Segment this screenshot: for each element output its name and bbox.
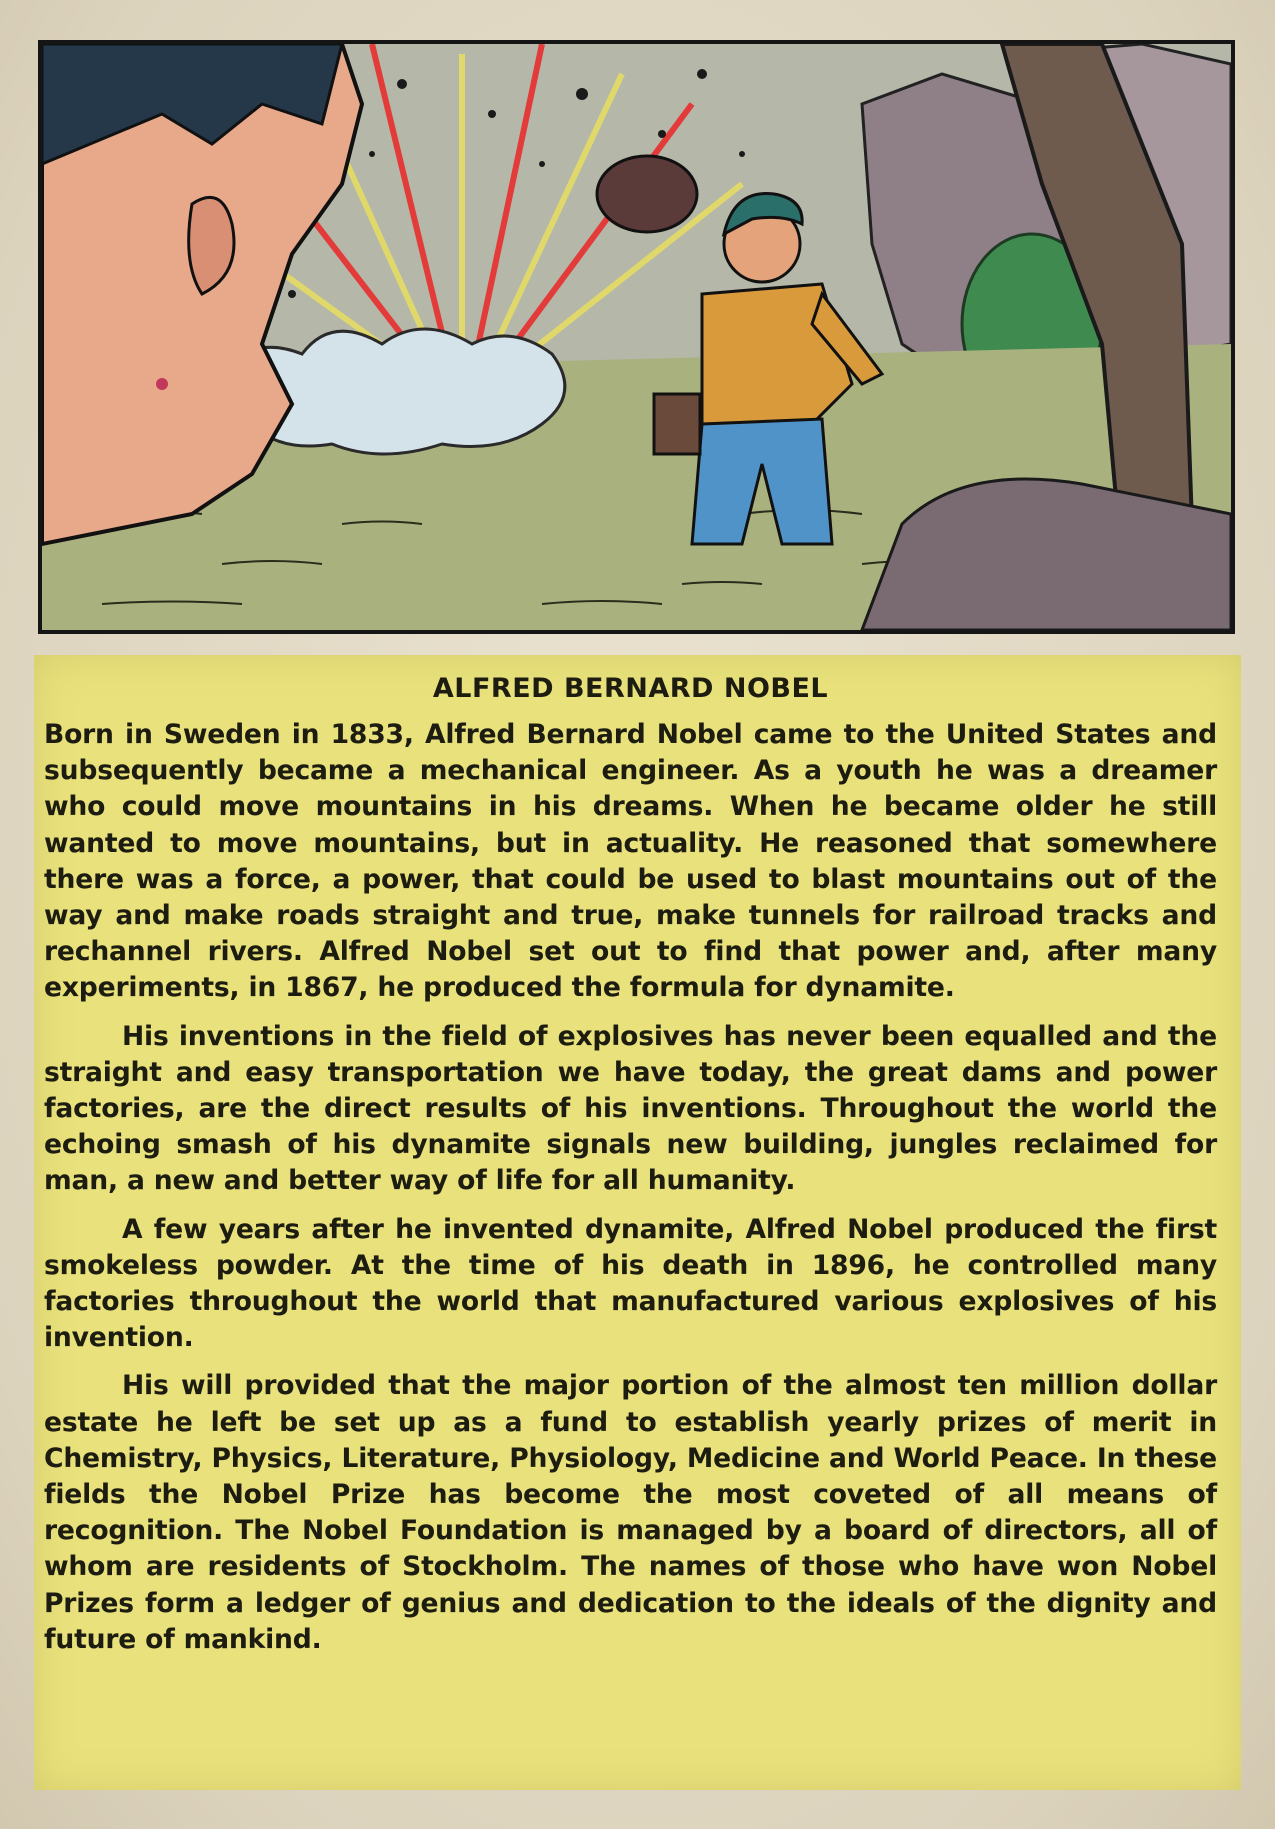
article-text-box (34, 655, 1241, 1790)
article-paragraph: Born in Sweden in 1833, Alfred Bernard Nobel came to the United States and subsequently became a mechanical engineer. As a youth he was a dreamer who could move mountains in his dreams. When he became older he still wanted to move mountains, but in actuality. He reasoned that somewhere there was a force, a power, that could be used to blast mountains out of the way and make roads straight and true, make tunnels for railroad tracks and rechannel rivers. Alfred Nobel set out to find that power and, after many experiments, in 1867, he produced the formula for dynamite. (44, 719, 1217, 1004)
article-paragraph: His will provided that the major portion of the almost ten million dollar estate he left be set up as a fund to establish yearly prizes of merit in Chemistry, Physics, Literature, Physiology, Medicine and World Peace. In these fields the Nobel Prize has become the most coveted of all means of recognition. The Nobel Foundation is managed by a board of directors, all of whom are residents of Stockholm. The names of those who have won Nobel Prizes form a ledger of genius and dedication to the ideals of the dignity and future of mankind. (44, 1370, 1217, 1655)
article-title: ALFRED BERNARD NOBEL (432, 673, 829, 704)
article-paragraph: His inventions in the field of explosives has never been equalled and the straight and easy transportation we have today, the great dams and power factories, are the direct results of his inventions. Throughout the world the echoing smash of his dynamite signals new building, jungles reclaimed for man, a new and better way of life for all humanity. (44, 1020, 1217, 1197)
comic-panel-illustration (38, 40, 1235, 634)
explosion-scene-illustration (42, 44, 1231, 630)
article-paragraph: A few years after he invented dynamite, Alfred Nobel produced the first smokeless powder. At the time of his death in 1896, he controlled many factories throughout the world that manufactured various explosives of his invention. (44, 1213, 1217, 1354)
